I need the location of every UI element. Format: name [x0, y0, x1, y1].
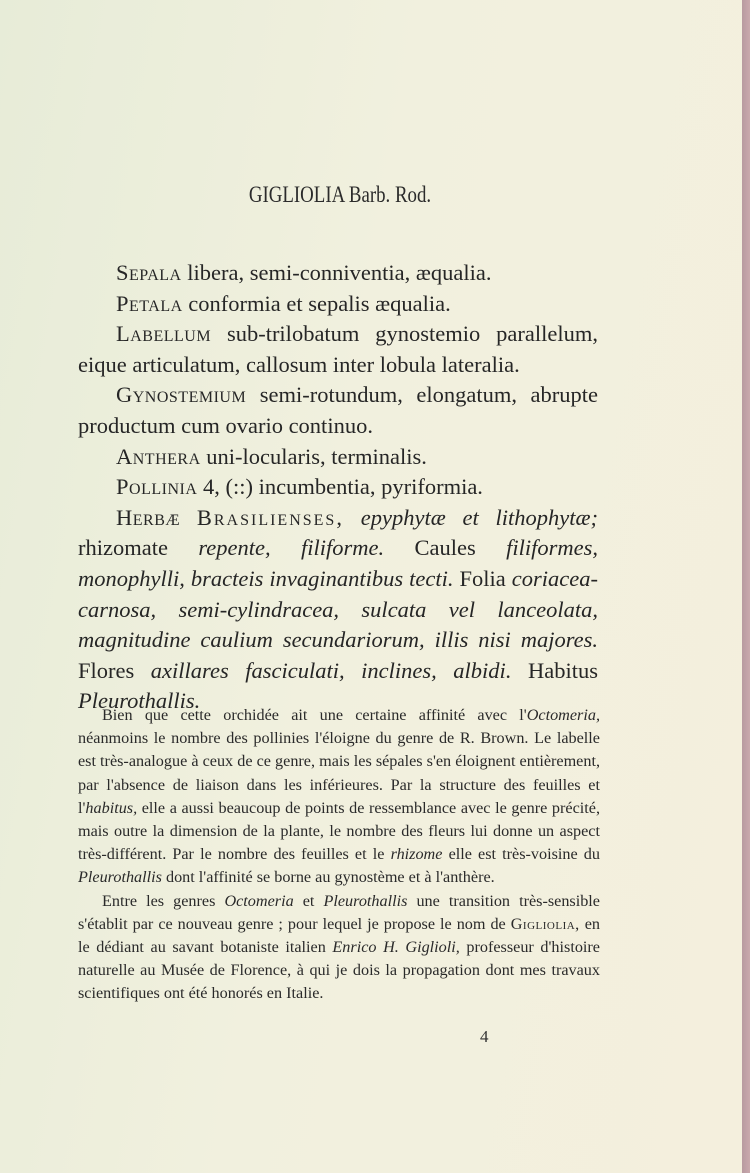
habitat-text: epyphytæ et lithophytæ;: [360, 504, 599, 530]
petala-term: Petala: [116, 290, 183, 316]
gynostemium-text: semi-rotundum, elongatum, abrupte productum cum ovario continuo.: [78, 382, 598, 438]
gynostemium-term: Gynostemium: [116, 382, 247, 408]
latin-description: [78, 258, 598, 717]
petala-text: conformia et sepalis æqualia.: [182, 290, 451, 316]
note-paragraph-2: [78, 890, 600, 1006]
note2-text-c: et: [293, 891, 324, 910]
petala-paragraph: [78, 289, 598, 320]
habitus-text: Pleurothallis.: [78, 688, 201, 714]
herbae-term: Herbæ: [116, 504, 181, 530]
note1-habitus: habitus,: [85, 798, 138, 817]
page-edge: [742, 0, 750, 1173]
note1-text-e: elle a aussi beaucoup de points de ressemblance avec le genre précité, mais outre la dimension de la plante, le nombre des fleurs lui donne un aspect très-différent. Par le nombre des feuilles et le: [78, 798, 600, 864]
note2-text-i: professeur d'histoire naturelle au Musée de Florence, à qui je dois la propagation dont mes travaux scientifiques ont été honorés en Italie.: [78, 938, 600, 1003]
rhizome-label: rhizomate: [78, 535, 199, 561]
rhizome-text: repente, filiforme.: [198, 535, 385, 561]
folia-text: coriacea-carnosa, semi-cylindracea, sulcata vel lanceolata, magnitudine caulium secundariorum, illis nisi majores.: [78, 565, 598, 653]
sepala-text: libera, semi-conniventia, æqualia.: [181, 260, 492, 285]
note2-text-a: Entre les genres: [102, 891, 225, 910]
pollinia-paragraph: [78, 472, 598, 503]
note-paragraph-1: [78, 704, 600, 890]
page-number: 4: [480, 1027, 489, 1046]
sepala-paragraph: [78, 258, 598, 289]
sepala-term: Sepala: [116, 260, 182, 285]
caules-text: filiformes, monophylli, bracteis invaginantibus tecti.: [78, 535, 598, 591]
note1-text-i: dont l'affinité se borne au gynostème et à l'anthère.: [161, 868, 495, 887]
note1-rhizome: rhizome: [390, 845, 443, 864]
note1-text-c: néanmoins le nombre des pollinies l'éloigne du genre de R. Brown. Le labelle est très-analogue à ceux de ce genre, mais les sépales s'en éloignent entièrement, par l'absence de liaison dans les inférieures. Par la structure des feuilles et l': [78, 729, 600, 817]
herbae-paragraph: [78, 503, 598, 717]
note1-text-a: Bien que cette orchidée ait une certaine affinité avec l': [102, 706, 527, 724]
flores-label: Flores: [78, 657, 151, 683]
genus-title: GIGLIOLIA Barb. Rod.: [248, 182, 432, 207]
anthera-term: Anthera: [116, 443, 201, 469]
note1-pleurothallis: Pleurothallis: [78, 868, 162, 887]
labellum-text: sub-trilobatum gynostemio parallelum, eique articulatum, callosum inter lobula lateralia.: [78, 321, 598, 377]
flores-text: axillares fasciculati, inclines, albidi.: [150, 657, 512, 683]
gynostemium-paragraph: [78, 380, 598, 441]
note2-pleurothallis: Pleurothallis: [323, 891, 408, 910]
labellum-term: Labellum: [116, 321, 212, 347]
note2-text-e: une transition très-sensible s'établit par ce nouveau genre ; pour lequel je propose le nom de: [78, 891, 600, 933]
labellum-paragraph: [78, 319, 598, 380]
anthera-text: uni-locularis, terminalis.: [200, 443, 427, 469]
folia-label: Folia: [453, 565, 512, 591]
brasilienses-term: Brasilienses,: [196, 504, 344, 530]
note2-giglioli: Enrico H. Giglioli,: [332, 938, 460, 957]
anthera-paragraph: [78, 442, 598, 473]
note1-octomeria: Octomeria,: [526, 706, 600, 724]
caules-label: Caules: [384, 535, 507, 561]
note2-gigliolia: Gigliolia,: [510, 914, 580, 933]
note2-text-g: en le dédiant au savant botaniste italien: [78, 914, 601, 957]
pollinia-text: 4, (::) incumbentia, pyriformia.: [197, 474, 483, 500]
pollinia-term: Pollinia: [116, 474, 198, 500]
note2-octomeria: Octomeria: [224, 891, 294, 910]
habitus-label: Habitus: [511, 657, 598, 683]
french-notes: [78, 704, 600, 1006]
note1-text-g: elle est très-voisine du: [442, 845, 600, 864]
